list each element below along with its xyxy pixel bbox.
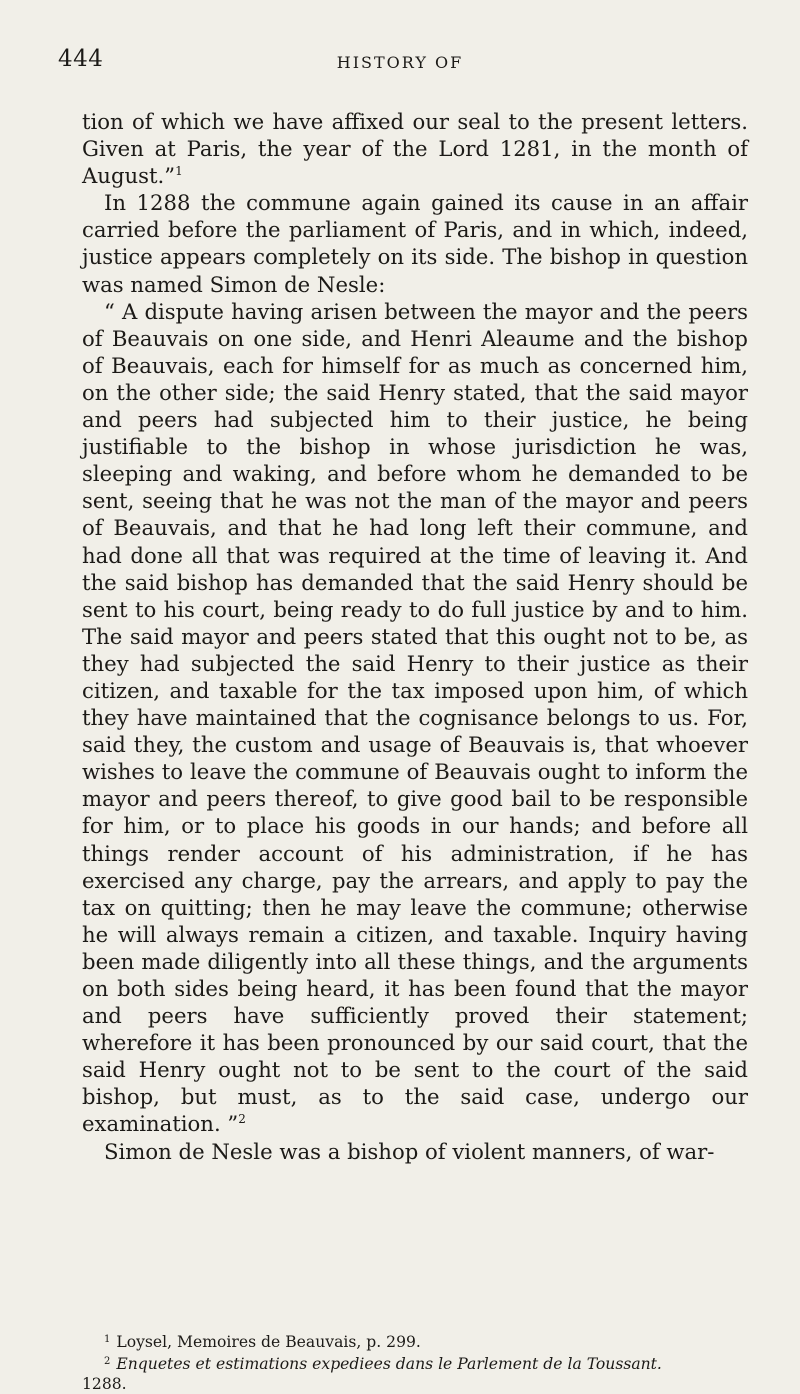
paragraph-commune-1288: In 1288 the commune again gained its cause in an affair carried before the parliament of Paris, and in which, indeed, justice appears completely on its side. The bishop in question was named Simon de Nesle:	[82, 190, 748, 297]
footnote-ref: 1	[175, 164, 183, 179]
footnote-text: Loysel, Memoires de Beauvais, p. 299.	[116, 1333, 421, 1351]
paragraph-text: “ A dispute having arisen between the mayor and the peers of Beauvais on one side, and Henri Aleaume and the bishop of Beauvais, each for himself for as much as concerned him, on the other side; the said Henry stated, that the said mayor and peers had subjected him to their justice, he being justifiable to the bishop in whose jurisdiction he was, sleeping and waking, and before whom he demanded to be sent, seeing that he was not the man of the mayor and peers of Beauvais, and that he had long left their commune, and had done all that was required at the time of leaving it. And the said bishop has demanded that the said Henry should be sent to his court, being ready to do full justice by and to him. The said mayor and peers stated that this ought not to be, as they had subjected the said Henry to their justice as their citizen, and taxable for the tax imposed upon him, of which they have maintained that the cognisance belongs to us. For, said they, the custom and usage of Beauvais is, that whoever wishes to leave the commune of Beauvais ought to inform the mayor and peers thereof, to give good bail to be responsible for him, or to place his goods in our hands; and before all things render account of his administration, if he has exercised any charge, pay the arrears, and apply to pay the tax on quitting; then he may leave the commune; otherwise he will always remain a citizen, and taxable. Inquiry having been made diligently into all these things, and the arguments on both sides being heard, it has been found that the mayor and peers have sufficiently proved their statement; wherefore it has been pronounced by our said court, that the said Henry ought not to be sent to the court of the said bishop, but must, as to the said case, undergo our examination. ”	[82, 298, 748, 1137]
footnote-mark: 1	[104, 1334, 111, 1345]
footnote-ref: 2	[238, 1112, 246, 1127]
page-number: 444	[58, 46, 104, 72]
paragraph-quoted-judgment	[82, 298, 748, 1138]
footnote-title: Enquetes et estimations expediees dans le Parlement de la Toussant.	[116, 1355, 662, 1373]
footnote-2-continuation: 1288.	[82, 1375, 127, 1393]
footnote-1	[82, 1330, 748, 1352]
paragraph-continuation	[82, 108, 748, 189]
running-title: HISTORY OF	[336, 53, 464, 72]
footnotes	[82, 1330, 748, 1394]
footnote-2	[82, 1352, 748, 1374]
footnote-mark: 2	[104, 1356, 111, 1367]
paragraph-text: tion of which we have affixed our seal to the present letters. Given at Paris, the year of the Lord 1281, in the month of August.”	[82, 109, 748, 189]
paragraph-simon-de-nesle: Simon de Nesle was a bishop of violent manners, of war-	[104, 1138, 715, 1164]
body-text	[82, 108, 748, 1165]
